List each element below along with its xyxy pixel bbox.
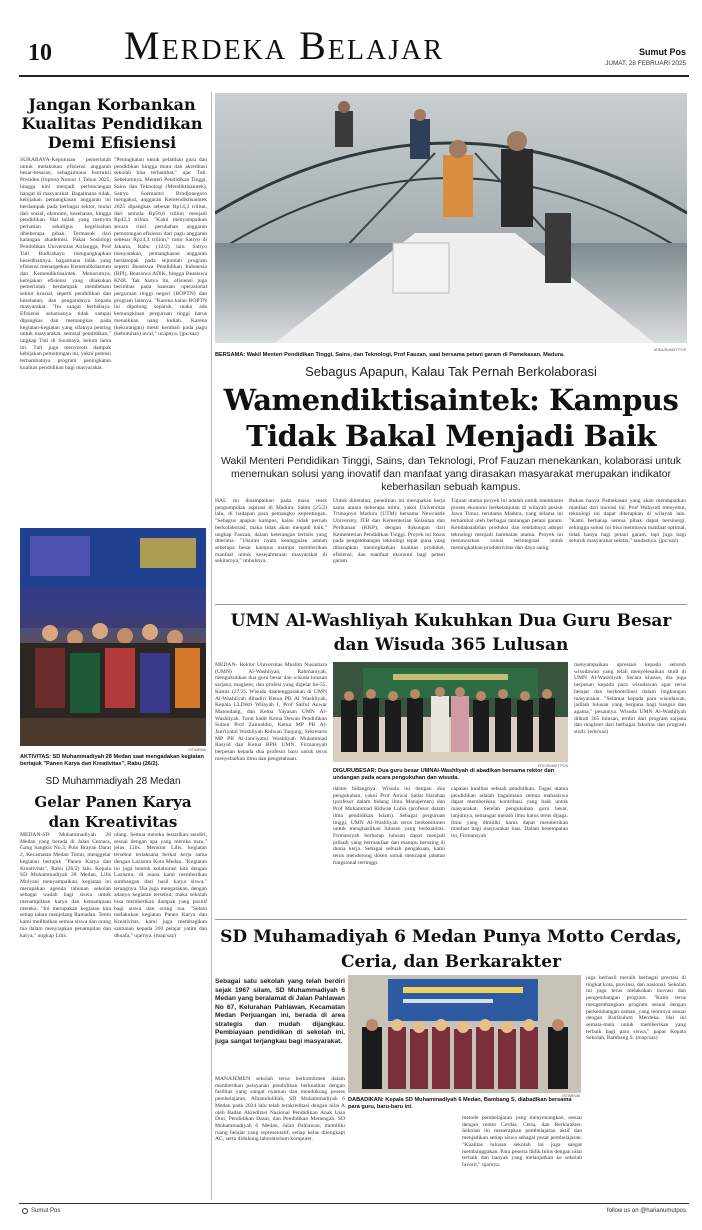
article-headline: SD Muhamadiyah 6 Medan Punya Motto Cerdas, Ceria, dan Berkarakter [220,927,682,972]
photo-credit: ISTIMEWA [188,748,206,752]
article-body-column: SURABAYA-Keputusan pemerintah untuk melakukan efisiensi anggaran besar-besaran, sebagaimana Instruksi Presiden (Inpres) Nomor 1 Tahun 2025, hingga kini menjadi perbincangan hangat di masyarakat. Bagaimana tidak, kebijakan pemangkasan anggaran ini berdampak pada berbagai sektor, mulai dari sosial, ekonomi, kesehatan, hingga pendidikan. Hal inilah yang menyita perhatian sekaligus kegelisahan dibeberapa pihak. Termasuk dari kalangan akademisi. Pakar Sosiologi Pendidikan Universitas Airlangga, Prof Tuti Budirahayu mengungkapkan kesedihannya, bagaimana tidak yang efisiensi menargetkan Kemendikdasmen dan Kemendiktisaintek. Menurutnya, kebijakan efisiensi yang dilakukan pemerintah berdampak membebani sektor krusial, seperti pendidikan dan kesehatan, dan pengaruhnya kepada masyarakat. "Itu sangat berbahaya. Efisiensi seharusnya tidak sampai dipangkas dan memangkas pada kegiatan-kegiatan yang sifatnya penting untuk masyarakat, semisal pendidikan," ungkap Tuti di Surabaya, belum lama ini. Tuti juga menyoroti dampak kebijakan pemotongan ini, yakni potensi terhambatnya program peningkatan kualitas pendidikan bagi masyarakat. [20,157,111,371]
brand-logo: Sumut Pos [638,47,686,57]
article-body-column: capaian kualitas sebuah pendidikan. Tugas utama pendidikan adalah bagaimana semua mahasiswa dapat memberikan kontribusi yang baik untuk masyarakat. Setelah pengukuhan guru besar, lanjutnya, semangat meraih ilmu harus terus dijaga. Ilmu yang dimiliki harus dapat memberikan manfaat bagi masyarakat luas. Dalam kesempatan ini, Firmansyah [451,786,568,839]
article-kicker: Sebagus Apapun, Kalau Tak Pernah Berkolaborasi [305,364,597,379]
photo-credit: ISTIMEWA [562,1094,580,1098]
photo-caption: DIGURUBESAR: Dua guru besar UMNAl-Washliyah di abadikan bersama rektor dan undangan pada acara pengukuhan dan wisuda. [333,768,555,781]
article-headline: Wamendiktisaintek: Kampus Tidak Bakal Menjadi Baik [223,383,679,453]
article-body-column: MEDAN- Rektor Universitas Muslim Nusantara (UMN) Al-Washliyah, Rahmaniyah, mengukuhkan dua guru besar dan wisuda lulusan sarjana, magister, dan profesi yang digelar ke-55, Kamis (27/2). Wisuda diselenggarakan di UMN Al-Washliyah dihadiri Ketua PB Al Washliyah, Kepala LLDikti Wilayah I, Prof Saiful Anwar Matondang, dan Ketua Yayasan UMN Al-Washliyah. Turut hadir Ketua Dewan Pendidikan Sumut Prof Zainuddin, Ketua MP PB Al-Jam'iyatul Washliyah Ridwan Tanjung, Sekretaris MP PB Al-Jam'iyatul Washliyah Muhammad Rasyid dan Ketua BPH UMN. Firmansyah berpesan kepada dua profesor baru untuk terus menyebarkan ilmu dan pengetahuan. [215,662,327,762]
article-body-column: Untuk diketahui, penelitian ini merupakan kerja sama antara beberapa mitra, yakni Universitas Trunojoyo Madura (UTM) bersama Newcastle University, ITB dan Kementerian Kelautan dan Perikanan (KKP), dengan dukungan dari Kementerian Pendidikan Tinggi. Proyek ini fokus pada pengembangan teknologi tepat guna yang diharapkan meningkatkan kualitas produksi, efisiensi, dan manfaat ekonomi bagi petani garam. [333,498,445,565]
footer-handle: Sumut Pos [31,1208,61,1214]
article-kicker: SD Muhammadiyah 28 Medan [45,776,181,787]
article-headline: Gelar Panen Karya dan Kreativitas [34,793,192,831]
article-body-column: Tujuan utama proyek ini adalah untuk membantu proses ekonomi berkelanjutan di wilayah pesisir Jawa Timur, terutama Madura, yang selama ini terhambat oleh berbagai tantangan petani garam. Ketidakstabilan produksi dan rendahnya adopsi teknologi menjadi hambatan utama. Proyek ini menawarkan solusi terintegrasi untuk meningkatkan produktivitas dan daya saing. [451,498,563,551]
masthead-rule [19,75,689,77]
article-body-column: dalam bidangnya. Wisuda ini dengan dua pengukuhan, yakni Prof Anwar Sadat Harahap (profesor dalam bidang ilmu Manajemen) dan Prof Muhammad Ridwan Lubis (profesor dalam ilmu pendidikan Islam). Sebagai perguruan tinggi, UMN Al-Washliyah terus berkomitmen untuk menghasilkan lulusan yang berkualitas. Firmansyah berharap lulusan dapat menjadi pribadi yang bermanfaat dan mampu bersaing di dunia kerja. Sebagai sebuah pengakuan, kami terus mendorong dosen untuk mencapai jabatan fungsional tertinggi. [333,786,445,866]
graduation-photo-image [333,662,568,762]
section-title: Merdeka Belajar [124,23,445,68]
article-body-column: metode pembelajaran yang menyenangkan, sesuai dengan motto Cerdas, Ceria, dan Berkarakter. Sekolah ini menerapkan pembelajaran aktif dan menjadikan setiap siswa sebagai pusat pembelajaran. "Kualitas lulusan sekolah ini juga sangat membanggakan. Para peserta didik lulus dengan nilai terbaik dan banyak yang melanjutkan ke sekolah favorit," ujarnya. [462,1115,582,1168]
column-divider [211,92,212,1200]
teachers-photo-illustration [348,975,581,1093]
article-body-column: menyampaikan apresiasi kepada seluruh wisudawan yang telah menyelesaikan studi di UMN Al-Washliyah. Secara khusus, dia juga berpesan kepada para wisudawan agar terus belajar dan berkontribusi dalam lingkungan masyarakat. "Selamat kepada para wisudawan, jadilah lulusan yang berguna bagi bangsa dan agama," pesannya. Wisuda UMN Al-Washliyah diikuti 365 lulusan, terdiri dari program sarjana dan magister dari berbagai fakultas dan program studi. (edo/saz) [574,662,686,736]
page-number: 10 [28,40,52,66]
event-photo-illustration [20,528,206,746]
article-body-column: HAL itu disampaikan pada masa reses pengumpulan aspirasi di Madura, Sabtu (25/2) lalu, di hadapan para pemangku kepentingan. "Sebagus apapun kampus, kalau tidak pernah berkolaborasi, maka tidak akan menjadi baik," ungkap Fauzan, dalam keterangan tertulis yang diterima. "Ukuran nyata keunggulan adalah seberapa besar kampus mampu memberikan manfaat untuk kesejahteraan masyarakat di sekitarnya," imbuhnya. [215,498,327,565]
section-divider [215,604,687,605]
article-lede: Sebagai satu sekolah yang telah berdiri sejak 1967 silam, SD Muhammadiyah 6 Medan yang beralamat di Jalan Pahlawan No 67, Kelurahan Pahlawan, Kecamatan Medan Perjuangan ini, berada di area strategis dan mudah dijangkau. Pembiayaan pendidikan di sekolah ini, juga sangat terjangkau bagi masyarakat. [215,978,345,1045]
article-body-column: Bukan hanya Pamekasan yang akan mendapatkan manfaat dari inovasi ini. Prof Wahyudi menyebut, teknologi ini dapat diterapkan di wilayah lain. "Kami berharap semua pihak dapat bersinergi, sehingga solusi ini bisa membawa manfaat optimal, tidak hanya bagi petani garam, tapi juga bagi seluruh masyarakat sekitar," tandasnya. (jpc/saz) [569,498,686,545]
article-headline: UMN Al-Washliyah Kukuhkan Dua Guru Besar dan Wisuda 365 Lulusan [230,611,672,655]
photo-caption: AKTIVITAS: SD Muhammadiyah 28 Medan saat mengadakan kegiatan bertajuk "Panen Karya dan Kreativitas", Rabu (26/2). [20,754,204,767]
photo-credit: EDO/SUMUT POS [537,764,568,768]
article-body-column: "Peningkatan untuk pelatihan guru dan pendidikan hingga mutu dan akreditasi sekolah bisa terhambat," ujar Tuti. Sebelumnya, Menteri Pendidikan Tinggi, Sains dan Teknologi (Mendiktisaintek), Satryo Soemantri Brodjonegoro mengakui, anggaran Kemendiktisaintek 2025 dipangkas sebesar Rp14,3 triliun, dari semula Rp56,6 triliun menjadi Rp42,3 triliun. "Kami menyampaikan secara rinci perubahan anggaran pemotongan efisiensi dari pagu anggaran sebesar Rp14,3 triliun," tutur Satryo di Jakarta, Rabu (12/2) lalu. Satryo menyatakan, pemangkasan anggaran berdampak pada sejumlah program seperti Beasiswa Pendidikan Indonesia (BPI), Beasiswa ADiK, hingga Beasiswa KNB. Tak hanya itu, efisiensi juga berimbas pada bantuan operasional perguruan tinggi negeri (BOPTN) dan program lainnya. "Karena kalau BOPTN ini dipotong separuh, maka ada kemungkinan perguruan tinggi harus menaikkan uang kuliah. Karena (kekurangan) mesti kembali pada pagu (kebutuhan) awal," ucapnya. (jpc/saz) [114,157,207,338]
footer-rule [19,1203,689,1204]
feature-photo-illustration [215,93,687,343]
social-media-icon [22,1208,28,1214]
section-divider [215,919,687,920]
photo-caption: DABADIKAN: Kepala SD Muhammadiyah 6 Medan, Bambang S, diabadikan bersama para guru, baru-baru ini. [348,1097,572,1110]
feature-photo [215,93,687,343]
footer-social-left [22,1208,60,1214]
teachers-photo-image [348,975,581,1093]
article-body-column: ulang. Semua mereka lestarikan sendiri, sesuai dengan apa yang mereka mau," jelas Lilis. Menurut Lilis, kegiatan tersebut terlaksana berkat kerja sama dengan Lazismu Kota Medan. "Kegiatan ini juga bentuk kolaborasi kita dengan Lazismu, di mana kami memberikan sumbangan dari hasil karya siswa," terangnya. Dia juga mengatakan, dengan adanya kegiatan tersebut, maka sekolah bisa memberikan dampak yang positif bagi siswa dan orang tua. "Selain melakukan kegiatan Panen Karya dan Kreativitas, kami juga membagikan santunan kepada 200 pelajar yatim dan dhuafa," ujarnya. (map/saz) [114,832,207,939]
photo-credit: ATIKA/SUMUT POS [653,348,686,352]
article-headline: Jangan Korbankan Kualitas Pendidikan Demi Efisiensi [21,95,203,152]
photo-caption: BERSAMA: Wakil Menteri Pendidikan Tinggi, Sains, dan Teknologi, Prof Fauzan, saat bersama petani garam di Pamekasan, Madura. [215,352,565,358]
article-body-column: MEDAN-SD Muhammadiyah 28 Medan yang berada di Jalan Cemara, Gang Sangkis No.3, Pulo Brayan Darat 2, Kecamatan Medan Timur, menggelar kegiatan bertajuk "Panen Karya dan Kreativitas", Rabu (26/2) lalu. Kepala SD Muhammadiyah 28 Medan, Lilis Mulyani menyampaikan, kegiatan ini merupakan agenda tahunan sekolah sebagai wadah bagi siswa untuk menampilkan karya dan kemampuan mereka. "Ini merupakan kegiatan kita setiap tahun menjelang Ramadan. Tentu kami melibatkan semua siswa dan orang tua dalam menyiapkan penampilan dan karya," ungkap Lilis. [20,832,111,939]
footer-social-right: follow us on @harianumutpos [606,1208,686,1214]
edition-date: JUMAT, 28 FEBRUARI 2025 [605,60,686,67]
graduation-photo-illustration [333,662,568,762]
article-body-column: MANAJEMEN sekolah terus berkomitmen dalam memberikan pelayanan pendidikan berkualitas dengan fasilitas yang sangat nyaman dan mendukung proses pembelajaran. Alhamdulillah, SD Muhammadiyah 6 Medan pada 2024 lalu telah terakreditasi dengan nilai A oleh Badan Akreditasi Nasional Pendidikan Anak Usia Dini, Pendidikan Dasar, dan Pendidikan Menengah. SD Muhammadiyah 6 Medan, Jalan Pahlawan, memiliki ruang belajar yang representatif, setiap kelas dilengkapi AC, serta didukung laboratorium komputer. [215,1076,345,1143]
article-body-column: juga berhasil meraih berbagai prestasi di tingkat kota, provinsi, dan nasional. Sekolah ini juga terus melakukan inovasi dan pengembangan program. "Kami terus mengembangkan program sesuai dengan perkembangan zaman, yang tentunya sesuai dengan Kurikulum Merdeka. Hal ini semata-mata untuk memberikan yang terbaik bagi para siswa," papar Kepala Sekolah, Bambang S. (map/saz) [586,975,686,1042]
event-photo [20,528,206,746]
article-lede: Wakil Menteri Pendidikan Tinggi, Sains, dan Teknologi, Prof Fauzan menekankan, kolaborasi untuk menemukan solusi yang inovatif dan manfaat yang dirasakan masyarakat merupakan indikator keberhasilan sebuah kampus. [221,455,681,493]
